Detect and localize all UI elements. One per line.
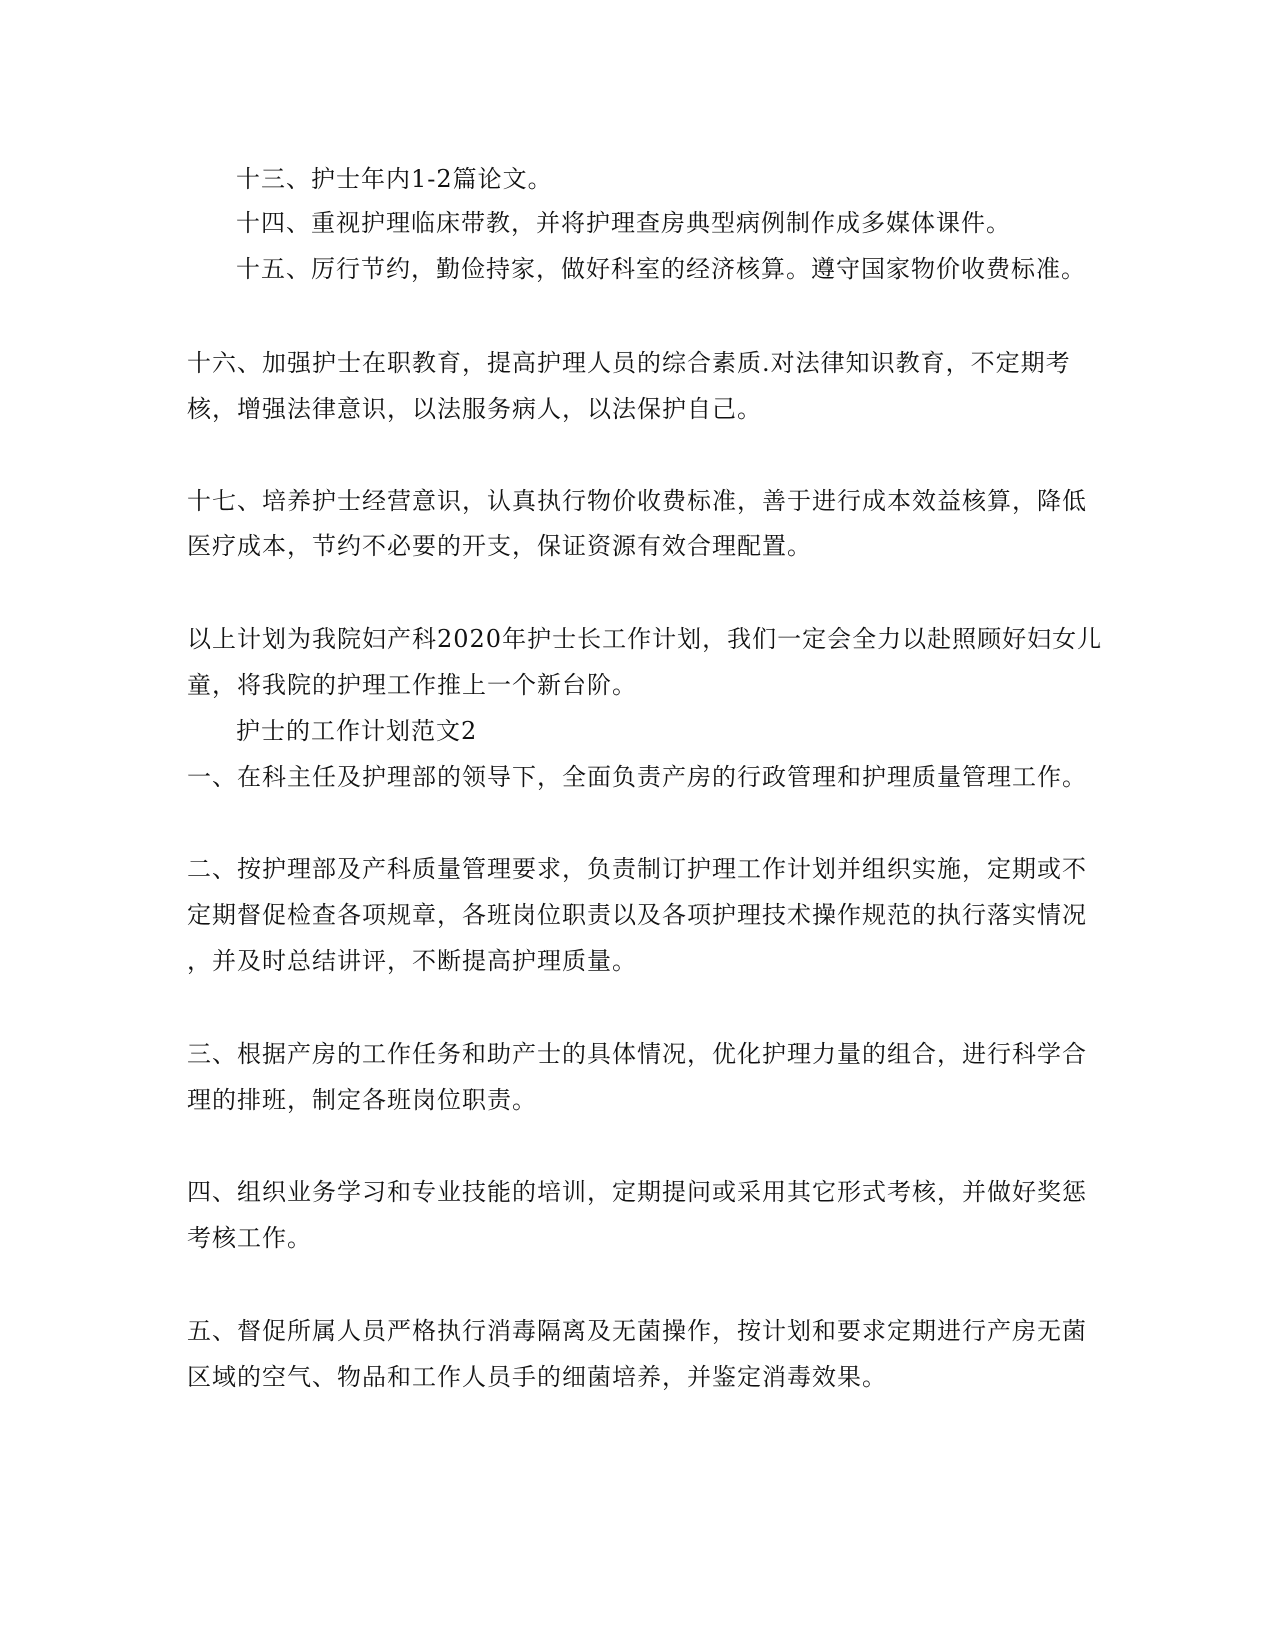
text-line-17b: 医疗成本，节约不必要的开支，保证资源有效合理配置。 [187,532,812,560]
text-line-summary-b: 童，将我院的护理工作推上一个新台阶。 [187,671,637,699]
text-line-13: 十三、护士年内1-2篇论文。 [236,165,553,193]
text-line-16a: 十六、加强护士在职教育，提高护理人员的综合素质.对法律知识教育，不定期考 [187,349,1071,377]
text-line-14: 十四、重视护理临床带教，并将护理查房典型病例制作成多媒体课件。 [236,209,1011,237]
text-line-16b: 核，增强法律意识，以法服务病人，以法保护自己。 [187,395,762,423]
text-line-5a: 五、督促所属人员严格执行消毒隔离及无菌操作，按计划和要求定期进行产房无菌 [187,1317,1087,1345]
text-line-3b: 理的排班，制定各班岗位职责。 [187,1086,537,1114]
text-line-1: 一、在科主任及护理部的领导下，全面负责产房的行政管理和护理质量管理工作。 [187,763,1087,791]
text-line-3a: 三、根据产房的工作任务和助产士的具体情况，优化护理力量的组合，进行科学合 [187,1040,1087,1068]
text-line-2b: 定期督促检查各项规章，各班岗位职责以及各项护理技术操作规范的执行落实情况 [187,901,1087,929]
text-line-2c: ，并及时总结讲评，不断提高护理质量。 [187,947,637,975]
text-line-4b: 考核工作。 [187,1224,312,1252]
text-line-summary-a: 以上计划为我院妇产科2020年护士长工作计划，我们一定会全力以赴照顾好妇女儿 [187,625,1103,653]
text-line-5b: 区域的空气、物品和工作人员手的细菌培养，并鉴定消毒效果。 [187,1363,887,1391]
text-line-2a: 二、按护理部及产科质量管理要求，负责制订护理工作计划并组织实施，定期或不 [187,855,1087,883]
text-line-15: 十五、厉行节约，勤俭持家，做好科室的经济核算。遵守国家物价收费标准。 [236,255,1086,283]
text-line-4a: 四、组织业务学习和专业技能的培训，定期提问或采用其它形式考核，并做好奖惩 [187,1178,1087,1206]
text-line-17a: 十七、培养护士经营意识，认真执行物价收费标准，善于进行成本效益核算，降低 [187,487,1087,515]
section-heading: 护士的工作计划范文2 [236,717,478,745]
